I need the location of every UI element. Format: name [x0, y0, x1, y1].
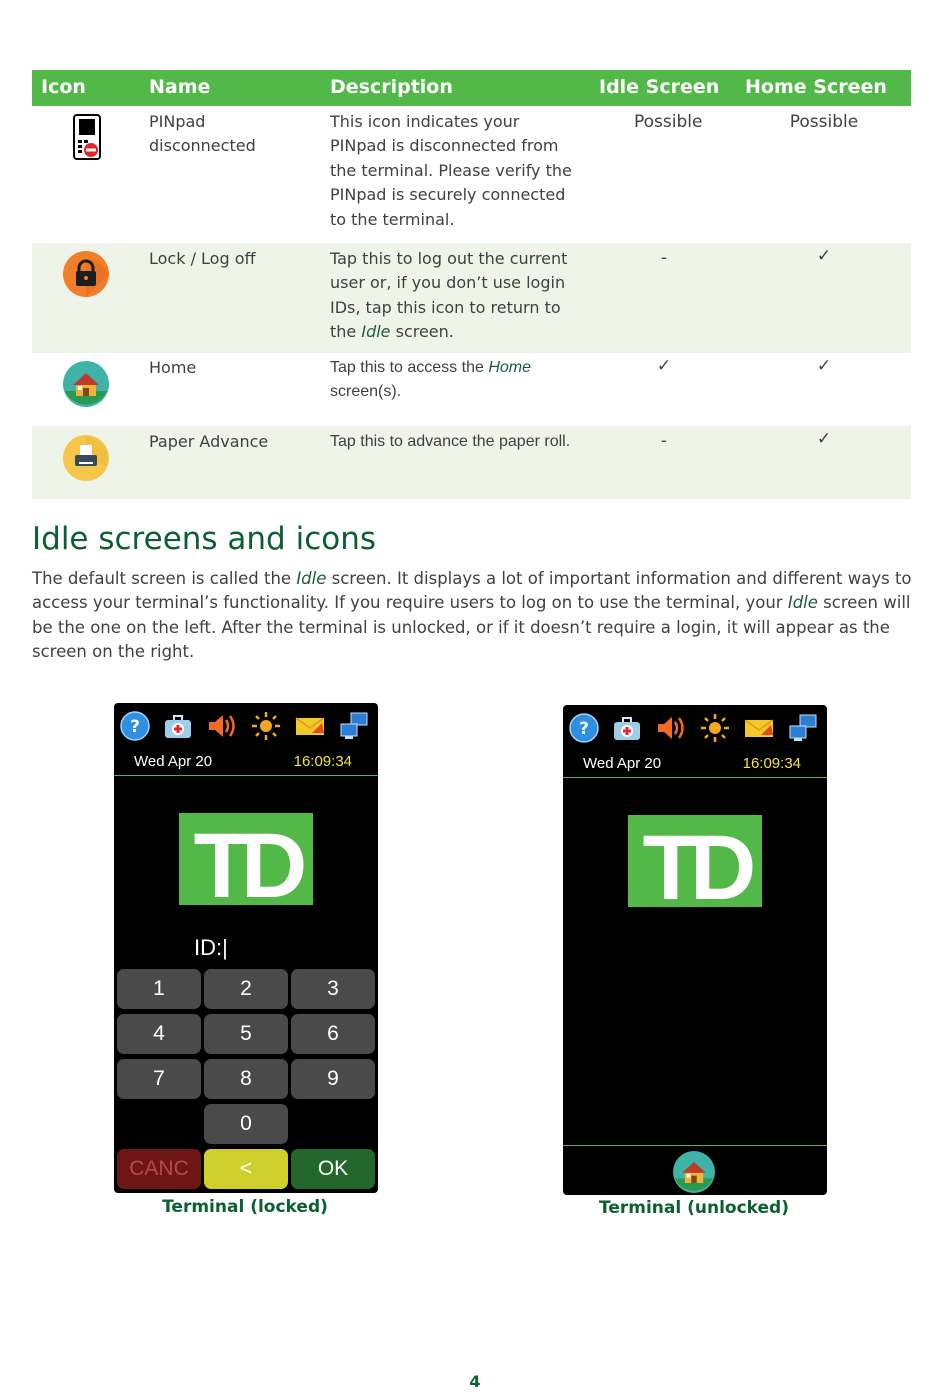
row-home-value: ✓ — [816, 429, 832, 449]
network-icon[interactable] — [788, 713, 818, 743]
help-icon[interactable] — [569, 713, 599, 743]
time-text: 16:09:34 — [293, 753, 352, 770]
home-icon[interactable] — [673, 1151, 715, 1193]
network-icon[interactable] — [339, 711, 369, 741]
header-idle-screen: Idle Screen — [599, 76, 720, 98]
cancel-button[interactable]: CANC — [117, 1149, 201, 1189]
row-description: Tap this to advance the paper roll. — [330, 433, 571, 450]
td-logo — [628, 815, 762, 907]
diagnostics-icon[interactable] — [612, 713, 642, 743]
brightness-icon[interactable] — [251, 711, 281, 741]
key-6[interactable]: 6 — [291, 1014, 375, 1054]
volume-icon[interactable] — [655, 713, 685, 743]
row-idle-value: - — [660, 248, 668, 268]
ok-button[interactable]: OK — [291, 1149, 375, 1189]
status-bar — [114, 703, 378, 751]
brightness-icon[interactable] — [700, 713, 730, 743]
row-description: Tap this to access the Home screen(s). — [330, 359, 531, 401]
date-time-bar — [114, 753, 378, 776]
diagnostics-icon[interactable] — [163, 711, 193, 741]
terminal-locked-screen — [114, 703, 378, 1193]
caption-unlocked: Terminal (unlocked) — [599, 1198, 789, 1218]
header-name: Name — [149, 76, 211, 98]
header-home-screen: Home Screen — [745, 76, 887, 98]
paper-advance-icon — [63, 435, 109, 481]
svg-text:TD: TD — [193, 815, 299, 905]
key-8[interactable]: 8 — [204, 1059, 288, 1099]
header-icon: Icon — [41, 76, 86, 98]
message-icon[interactable] — [295, 711, 325, 741]
help-icon[interactable] — [120, 711, 150, 741]
time-text: 16:09:34 — [742, 755, 801, 772]
message-icon[interactable] — [744, 713, 774, 743]
table-header — [32, 70, 911, 106]
key-5[interactable]: 5 — [204, 1014, 288, 1054]
date-text: Wed Apr 20 — [134, 753, 213, 770]
row-name: PINpad disconnected — [149, 112, 256, 156]
terminal-unlocked-screen — [563, 705, 827, 1195]
key-9[interactable]: 9 — [291, 1059, 375, 1099]
row-idle-value: Possible — [634, 112, 703, 132]
id-input[interactable]: ID:| — [194, 935, 228, 960]
page-number: 4 — [469, 1372, 481, 1391]
row-home-value: ✓ — [816, 356, 832, 376]
key-1[interactable]: 1 — [117, 969, 201, 1009]
row-description: Tap this to log out the current user or, if you don’t use login IDs, tap this icon to return to the Idle screen. — [330, 249, 568, 342]
key-7[interactable]: 7 — [117, 1059, 201, 1099]
svg-text:TD: TD — [642, 817, 748, 907]
lock-icon — [63, 251, 109, 297]
row-name: Lock / Log off — [149, 249, 256, 268]
bottom-bar-divider — [563, 1145, 827, 1146]
section-title: Idle screens and icons — [32, 521, 377, 557]
section-paragraph: The default screen is called the Idle screen. It displays a lot of important information and different ways to access your terminal’s functionality. If you require users to log on to use the terminal, your Idle screen will be the one on the left. After the terminal is unlocked, or if it doesn’t require a login, it will appear as the screen on the right. — [32, 569, 912, 662]
date-time-bar — [563, 755, 827, 778]
date-text: Wed Apr 20 — [583, 755, 662, 772]
home-icon — [63, 361, 109, 407]
row-name: Paper Advance — [149, 432, 269, 451]
row-idle-value: - — [660, 431, 668, 451]
key-3[interactable]: 3 — [291, 969, 375, 1009]
header-description: Description — [330, 76, 453, 98]
svg-text:?: ? — [579, 719, 589, 739]
row-home-value: Possible — [789, 112, 859, 132]
row-home-value: ✓ — [816, 246, 832, 266]
status-bar — [563, 705, 827, 753]
row-description: This icon indicates your PINpad is disconnected from the terminal. Please verify the PINpad is securely connected to the terminal. — [330, 112, 572, 229]
svg-text:?: ? — [130, 717, 140, 737]
pinpad-disconnected-icon — [73, 114, 101, 160]
key-2[interactable]: 2 — [204, 969, 288, 1009]
volume-icon[interactable] — [206, 711, 236, 741]
row-idle-value: ✓ — [656, 356, 672, 376]
key-0[interactable]: 0 — [204, 1104, 288, 1144]
caption-locked: Terminal (locked) — [162, 1197, 328, 1217]
backspace-button[interactable]: < — [204, 1149, 288, 1189]
row-name: Home — [149, 358, 197, 377]
td-logo — [179, 813, 313, 905]
key-4[interactable]: 4 — [117, 1014, 201, 1054]
